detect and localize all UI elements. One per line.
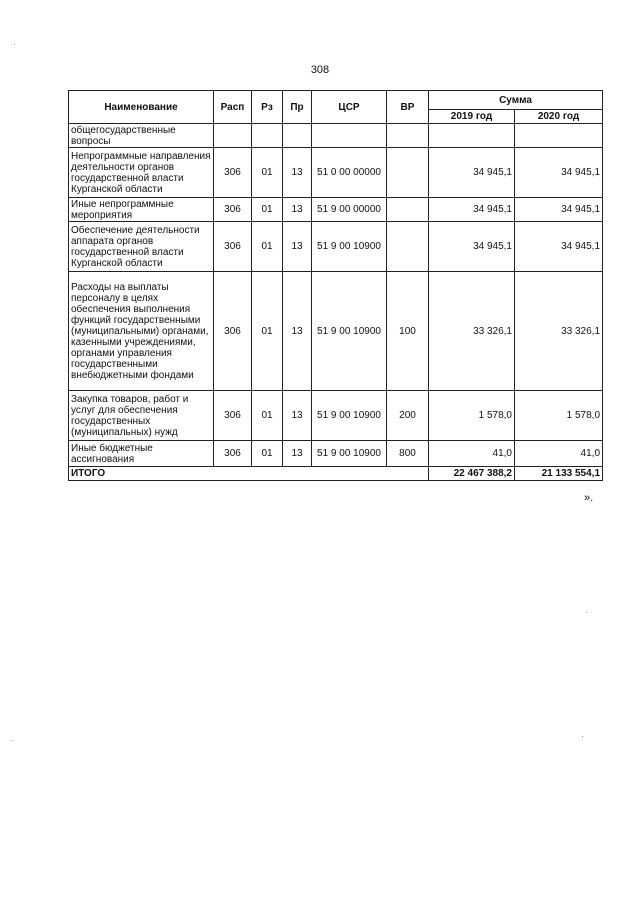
scan-speck	[582, 736, 583, 737]
row-csr: 51 9 00 10900	[312, 391, 387, 441]
scan-speck	[14, 44, 15, 45]
row-rasp: 306	[214, 391, 252, 441]
row-pr: 13	[283, 222, 312, 272]
row-vr: 800	[387, 441, 429, 467]
row-rz: 01	[252, 222, 283, 272]
row-vr: 200	[387, 391, 429, 441]
row-name: Обеспечение деятельности аппарата органов государственной власти Курганской области	[69, 222, 214, 272]
table-row	[69, 148, 603, 198]
row-rasp: 306	[214, 272, 252, 391]
header-pr: Пр	[283, 91, 312, 124]
row-rasp: 306	[214, 198, 252, 222]
header-vr: ВР	[387, 91, 429, 124]
row-csr: 51 9 00 00000	[312, 198, 387, 222]
row-csr: 51 9 00 10900	[312, 222, 387, 272]
row-vr	[387, 198, 429, 222]
row-rz: 01	[252, 198, 283, 222]
header-name: Наименование	[69, 91, 214, 124]
row-sum-2019: 41,0	[429, 441, 515, 467]
closing-quote: ».	[584, 492, 594, 504]
header-rz: Рз	[252, 91, 283, 124]
row-rz: 01	[252, 148, 283, 198]
table-row	[69, 441, 603, 467]
row-name: Закупка товаров, работ и услуг для обеспечения государственных (муниципальных) нужд	[69, 391, 214, 441]
row-csr: 51 0 00 00000	[312, 148, 387, 198]
row-rasp: 306	[214, 441, 252, 467]
row-sum-2020: 34 945,1	[515, 148, 603, 198]
row-vr	[387, 222, 429, 272]
row-sum-2020: 1 578,0	[515, 391, 603, 441]
header-sum: Сумма	[429, 91, 603, 110]
row-name: Иные непрограммные мероприятия	[69, 198, 214, 222]
row-rz: 01	[252, 441, 283, 467]
row-rasp	[214, 124, 252, 148]
row-sum-2020: 34 945,1	[515, 198, 603, 222]
row-sum-2019: 34 945,1	[429, 148, 515, 198]
row-rasp: 306	[214, 222, 252, 272]
row-csr	[312, 124, 387, 148]
row-vr	[387, 148, 429, 198]
table-row	[69, 198, 603, 222]
row-csr: 51 9 00 10900	[312, 272, 387, 391]
table-row	[69, 391, 603, 441]
row-pr: 13	[283, 391, 312, 441]
row-vr: 100	[387, 272, 429, 391]
total-sum-2019: 22 467 388,2	[429, 467, 515, 481]
row-rasp: 306	[214, 148, 252, 198]
table-row	[69, 272, 603, 391]
total-sum-2020: 21 133 554,1	[515, 467, 603, 481]
row-name: Расходы на выплаты персоналу в целях обеспечения выполнения функций государственными (муниципальными) органами, казенными учреждениями, органами управления государственными внебюджетными фондами	[69, 272, 214, 391]
page-number: 308	[310, 64, 330, 76]
row-sum-2020: 33 326,1	[515, 272, 603, 391]
row-name: Иные бюджетные ассигнования	[69, 441, 214, 467]
row-name: общегосударственные вопросы	[69, 124, 214, 148]
table-row	[69, 124, 603, 148]
total-label: ИТОГО	[69, 467, 429, 481]
scan-speck	[12, 740, 13, 741]
header-csr: ЦСР	[312, 91, 387, 124]
budget-table	[68, 90, 603, 481]
row-pr: 13	[283, 148, 312, 198]
table-row	[69, 222, 603, 272]
row-rz	[252, 124, 283, 148]
row-rz: 01	[252, 391, 283, 441]
row-sum-2019: 33 326,1	[429, 272, 515, 391]
row-pr	[283, 124, 312, 148]
header-rasp: Расп	[214, 91, 252, 124]
scan-speck	[586, 612, 587, 613]
row-sum-2019	[429, 124, 515, 148]
row-name: Непрограммные направления деятельности органов государственной власти Курганской области	[69, 148, 214, 198]
row-pr: 13	[283, 198, 312, 222]
row-sum-2019: 1 578,0	[429, 391, 515, 441]
header-year-2020: 2020 год	[515, 110, 603, 124]
total-row	[69, 467, 603, 481]
row-csr: 51 9 00 10900	[312, 441, 387, 467]
row-vr	[387, 124, 429, 148]
row-sum-2019: 34 945,1	[429, 222, 515, 272]
row-pr: 13	[283, 441, 312, 467]
row-sum-2020: 41,0	[515, 441, 603, 467]
header-year-2019: 2019 год	[429, 110, 515, 124]
row-rz: 01	[252, 272, 283, 391]
row-sum-2019: 34 945,1	[429, 198, 515, 222]
row-sum-2020	[515, 124, 603, 148]
row-sum-2020: 34 945,1	[515, 222, 603, 272]
row-pr: 13	[283, 272, 312, 391]
